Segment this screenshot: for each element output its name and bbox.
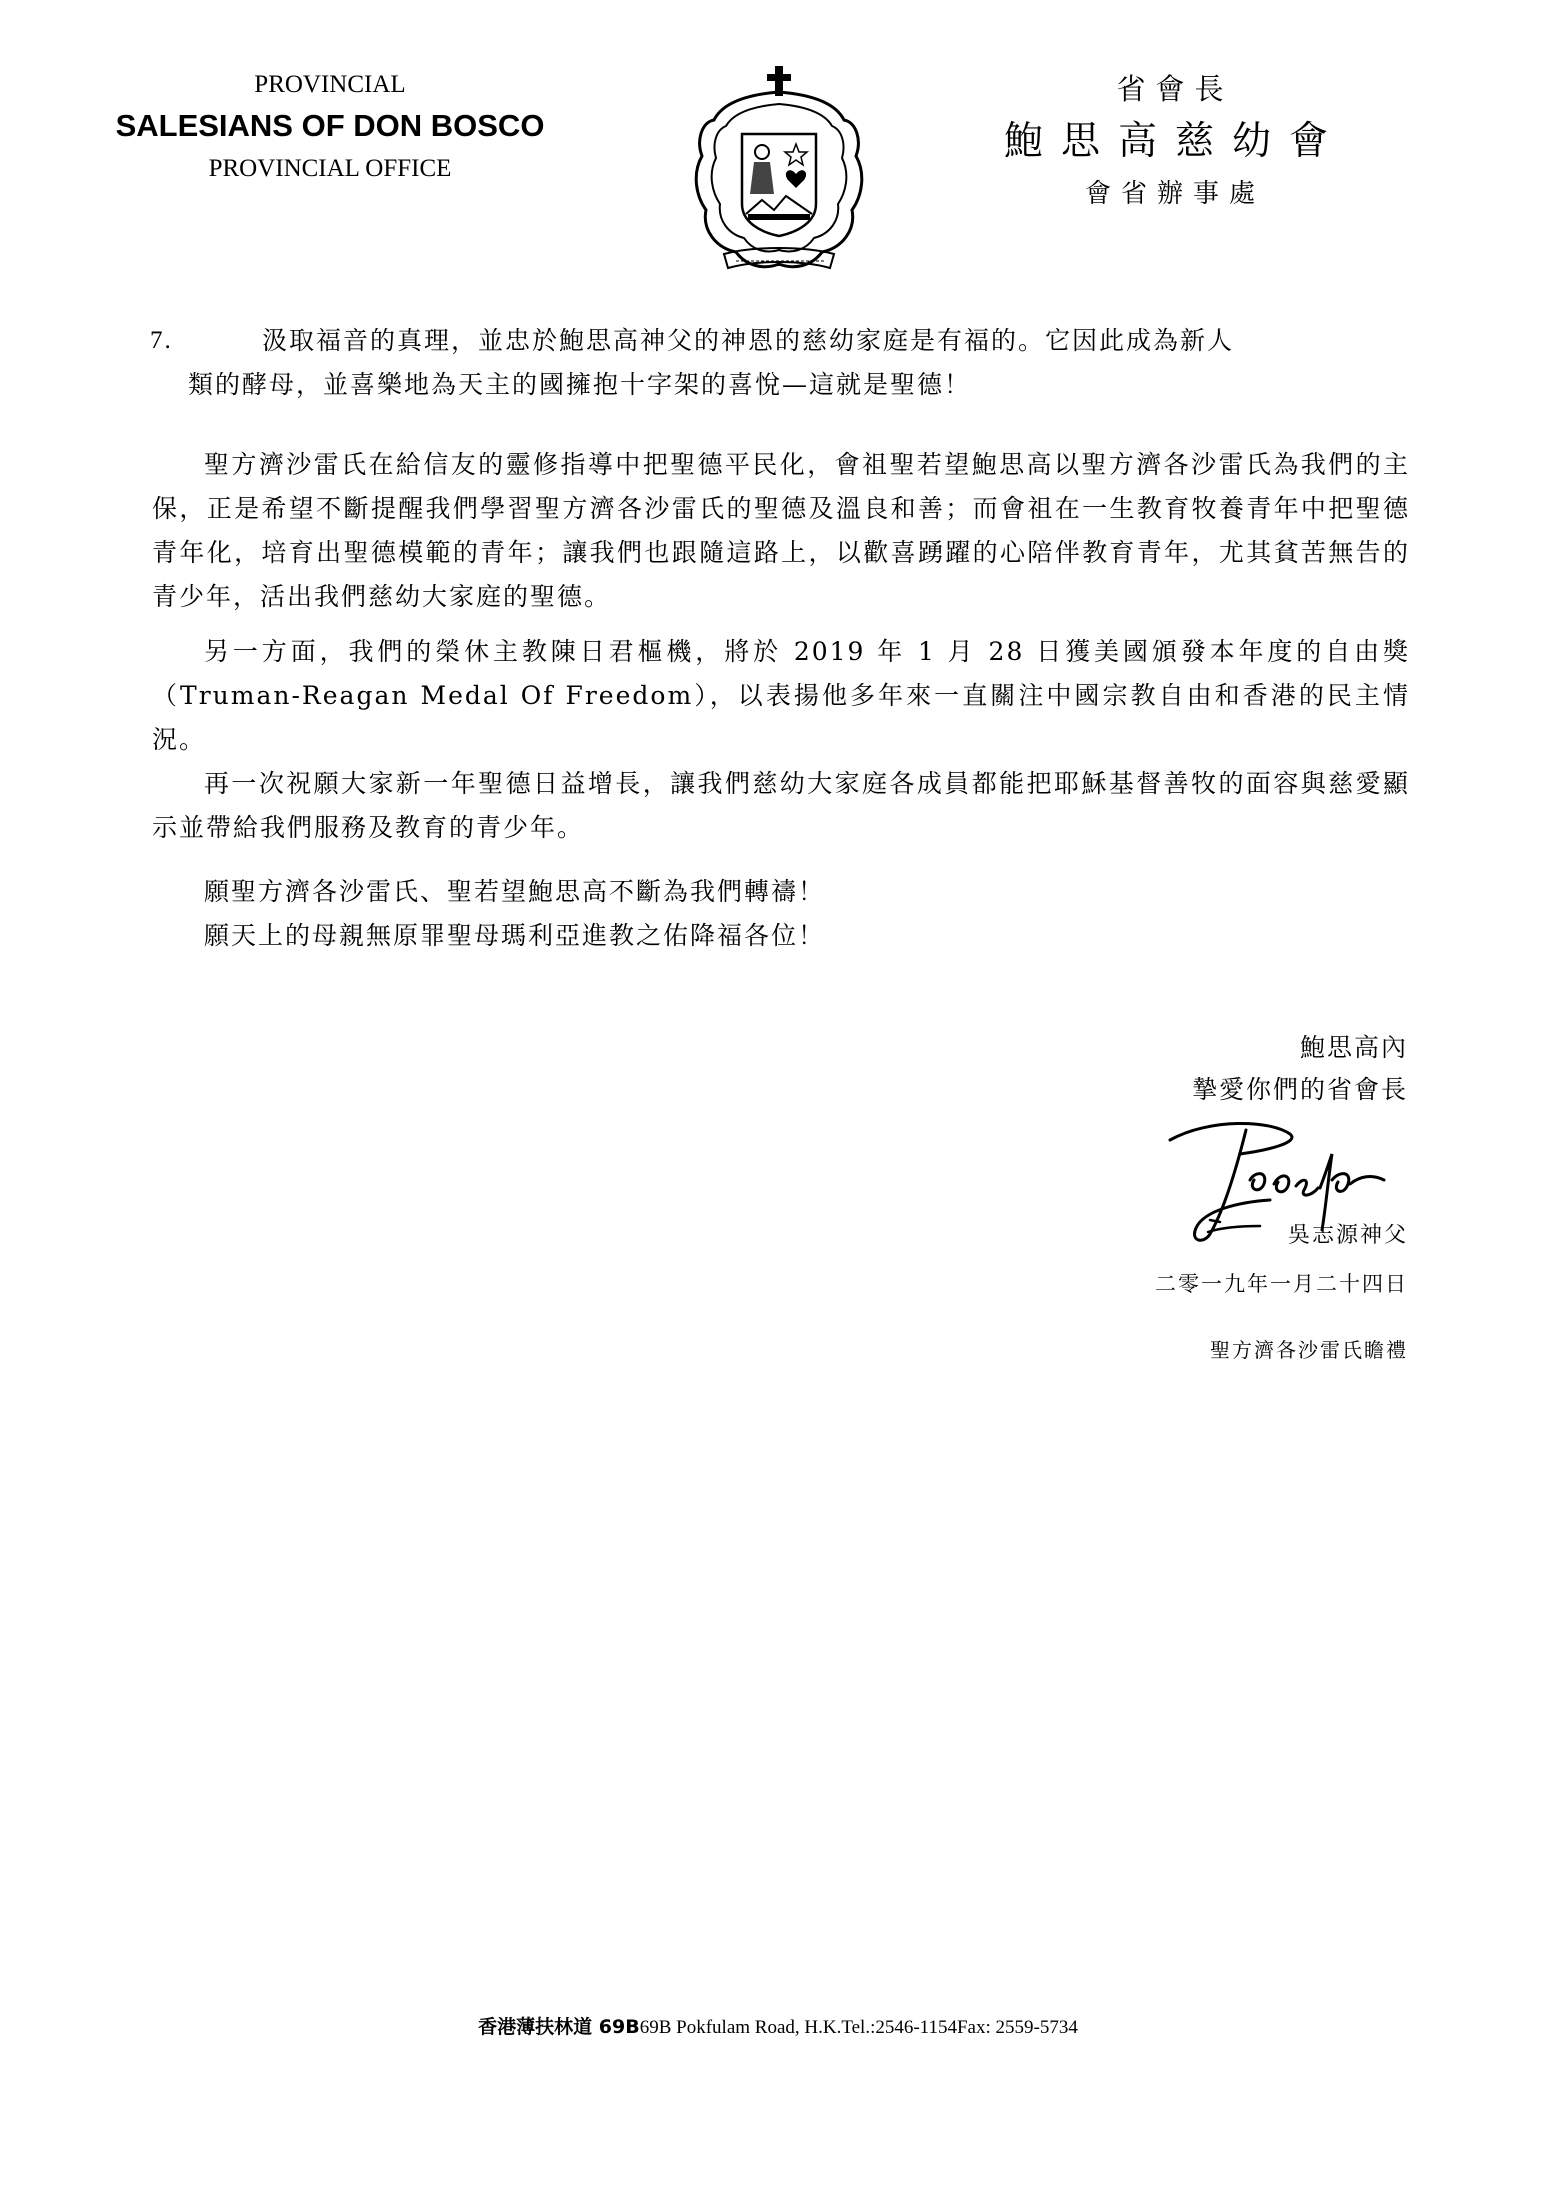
paragraph-cardinal-award: 另一方面，我們的榮休主教陳日君樞機，將於 2019 年 1 月 28 日獲美國頒發本年度的自由獎（Truman-Reagan Medal Of Freedom），以表揚他多年來一直關注中國宗教自由和香港的民主情況。: [152, 637, 1410, 754]
paragraph-new-year-wish: 再一次祝願大家新一年聖德日益增長，讓我們慈幼大家庭各成員都能把耶穌基督善牧的面容與慈愛顯示並帶給我們服務及教育的青少年。: [152, 769, 1410, 842]
footer-address-zh: 香港薄扶林道 69B: [478, 2016, 640, 2038]
header-english: [100, 68, 560, 188]
signoff-feast: 聖方濟各沙雷氏瞻禮: [1210, 1338, 1408, 1362]
header-org-en: SALESIANS OF DON BOSCO: [115, 108, 545, 143]
prayer-line-2: 願天上的母親無原罪聖母瑪利亞進教之佑降福各位！: [204, 921, 826, 950]
paragraph-7-line-2: 類的酵母，並喜樂地為天主的國擁抱十字架的喜悅—這就是聖德！: [188, 370, 972, 399]
header-chinese: [1000, 66, 1350, 216]
prayer-line-1: 願聖方濟各沙雷氏、聖若望鮑思高不斷為我們轉禱！: [204, 877, 826, 906]
header-org-zh: 鮑思高慈幼會: [1003, 119, 1346, 164]
signoff-loving: 摯愛你們的省會長: [1191, 1075, 1408, 1104]
header-provincial-en: PROVINCIAL: [254, 71, 406, 98]
salesian-crest-logo: [684, 64, 874, 278]
paragraph-7-line-1: 汲取福音的真理，並忠於鮑思高神父的神恩的慈幼家庭是有福的。它因此成為新人: [262, 326, 1235, 355]
header-provincial-zh: 省會長: [1116, 72, 1234, 106]
footer-address: [0, 2012, 1556, 2039]
header-office-en: PROVINCIAL OFFICE: [208, 155, 452, 182]
paragraph-number: 7.: [150, 327, 173, 354]
paragraph-holiness: 聖方濟沙雷氏在給信友的靈修指導中把聖德平民化，會祖聖若望鮑思高以聖方濟各沙雷氏為我們的主保，正是希望不斷提醒我們學習聖方濟各沙雷氏的聖德及溫良和善；而會祖在一生教育牧養青年中把聖德青年化，培育出聖德模範的青年；讓我們也跟隨這路上，以歡喜踴躍的心陪伴教育青年，尤其貧苦無告的青少年，活出我們慈幼大家庭的聖德。: [152, 450, 1410, 611]
closing-prayers: [204, 870, 825, 958]
footer-address-en: 69B Pokfulam Road, H.K.Tel.:2546-1154Fax: 2559-5734: [639, 2017, 1078, 2038]
signoff-date: 二零一九年一月二十四日: [1155, 1272, 1408, 1296]
signoff-in-bosco: 鮑思高內: [1299, 1033, 1408, 1062]
header-office-zh: 會省辦事處: [1084, 179, 1265, 209]
signoff-name: 吳志源神父: [1287, 1223, 1408, 1248]
